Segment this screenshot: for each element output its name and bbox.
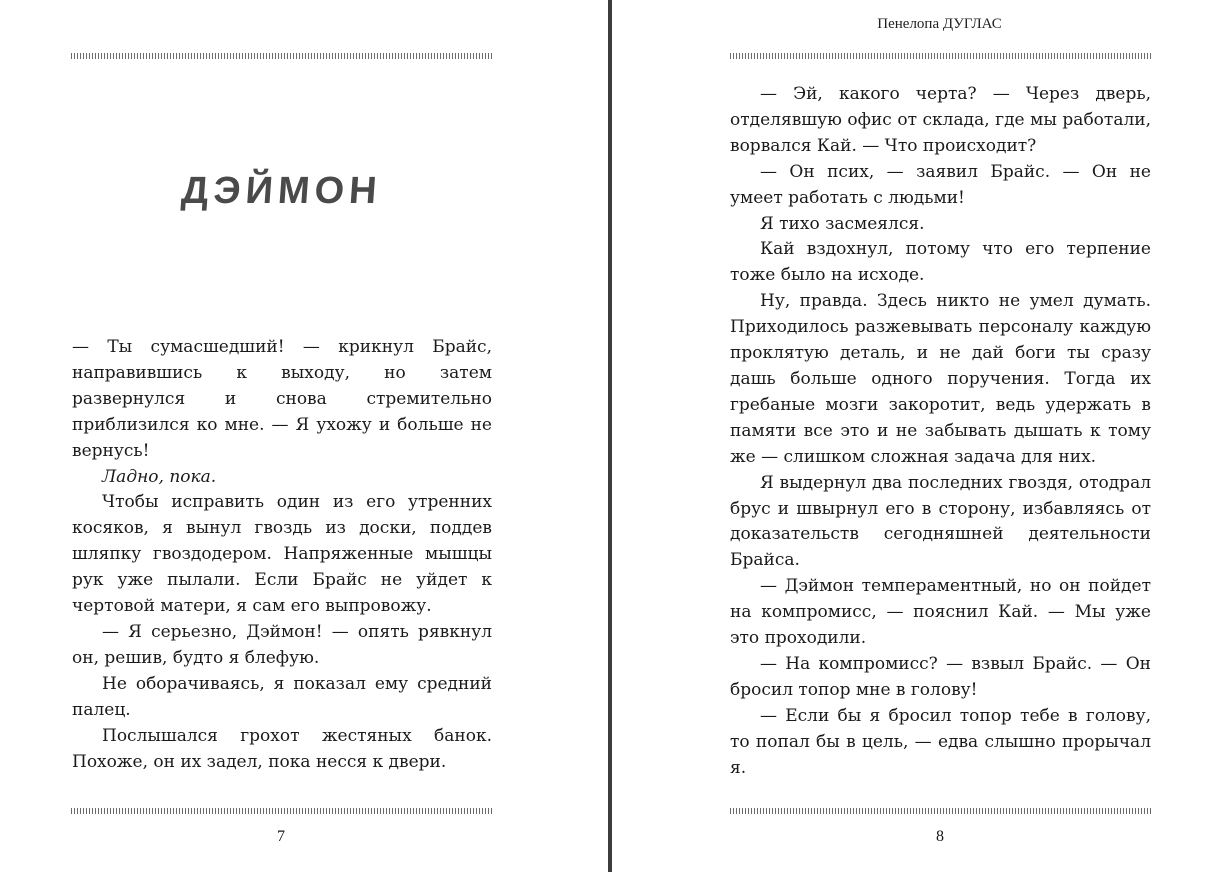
paragraph: — Дэймон темпераментный, но он пойдет на компромисс, — пояснил Кай. — Мы уже это проходили.	[730, 576, 1151, 649]
paragraph: Я выдернул два последних гвоздя, отодрал брус и швырнул его в сторону, избавляясь от доказательств сегодняшней деятельности Брайса.	[730, 472, 1151, 571]
page-number: 7	[277, 828, 285, 845]
paragraph: Послышался грохот жестяных банок. Похоже, он их задел, пока несся к двери.	[72, 725, 492, 772]
paragraph: — Я серьезно, Дэймон! — опять рявкнул он, решив, будто я блефую.	[72, 621, 492, 668]
chapter-title: ДЭЙМОН	[180, 170, 384, 212]
top-rule	[71, 53, 492, 59]
paragraph: Не оборачиваясь, я показал ему средний палец.	[72, 673, 492, 720]
paragraph: — На компромисс? — взвыл Брайс. — Он бросил топор мне в голову!	[730, 653, 1151, 700]
paragraph: — Он псих, — заявил Брайс. — Он не умеет работать с людьми!	[730, 161, 1151, 208]
paragraph: Я тихо засмеялся.	[760, 213, 925, 234]
page-number: 8	[936, 828, 944, 845]
paragraph: — Эй, какого черта? — Через дверь, отделявшую офис от склада, где мы работали, ворвался Кай. — Что происходит?	[730, 84, 1151, 156]
right-body-text	[730, 82, 1151, 781]
paragraph: — Если бы я бросил топор тебе в голову, то попал бы в цель, — едва слышно прорычал я.	[730, 705, 1151, 778]
bottom-rule	[71, 808, 492, 814]
top-rule	[730, 53, 1151, 59]
paragraph: Чтобы исправить один из его утренних косяков, я вынул гвоздь из доски, поддев шляпку гвоздодером. Напряженные мышцы рук уже пылали. Если Брайс не уйдет к чертовой матери, я сам его выпровожу.	[72, 492, 492, 617]
right-page	[612, 0, 1221, 872]
left-body-text	[72, 335, 492, 775]
left-page	[0, 0, 609, 872]
paragraph: — Ты сумасшедший! — крикнул Брайс, направившись к выходу, но затем развернулся и снова стремительно приблизился ко мне. — Я ухожу и больше не вернусь!	[72, 337, 492, 461]
bottom-rule	[730, 808, 1151, 814]
paragraph: Ну, правда. Здесь никто не умел думать. Приходилось разжевывать персоналу каждую проклятую деталь, и не дай боги ты сразу дашь больше одного поручения. Тогда их гребаные мозги закоротит, ведь удержать в памяти все это и не забывать дышать к тому же — слишком сложная задача для них.	[730, 291, 1151, 467]
paragraph: Ладно, пока.	[102, 466, 217, 487]
running-head: Пенелопа ДУГЛАС	[877, 16, 1002, 32]
paragraph: Кай вздохнул, потому что его терпение тоже было на исходе.	[730, 239, 1151, 286]
